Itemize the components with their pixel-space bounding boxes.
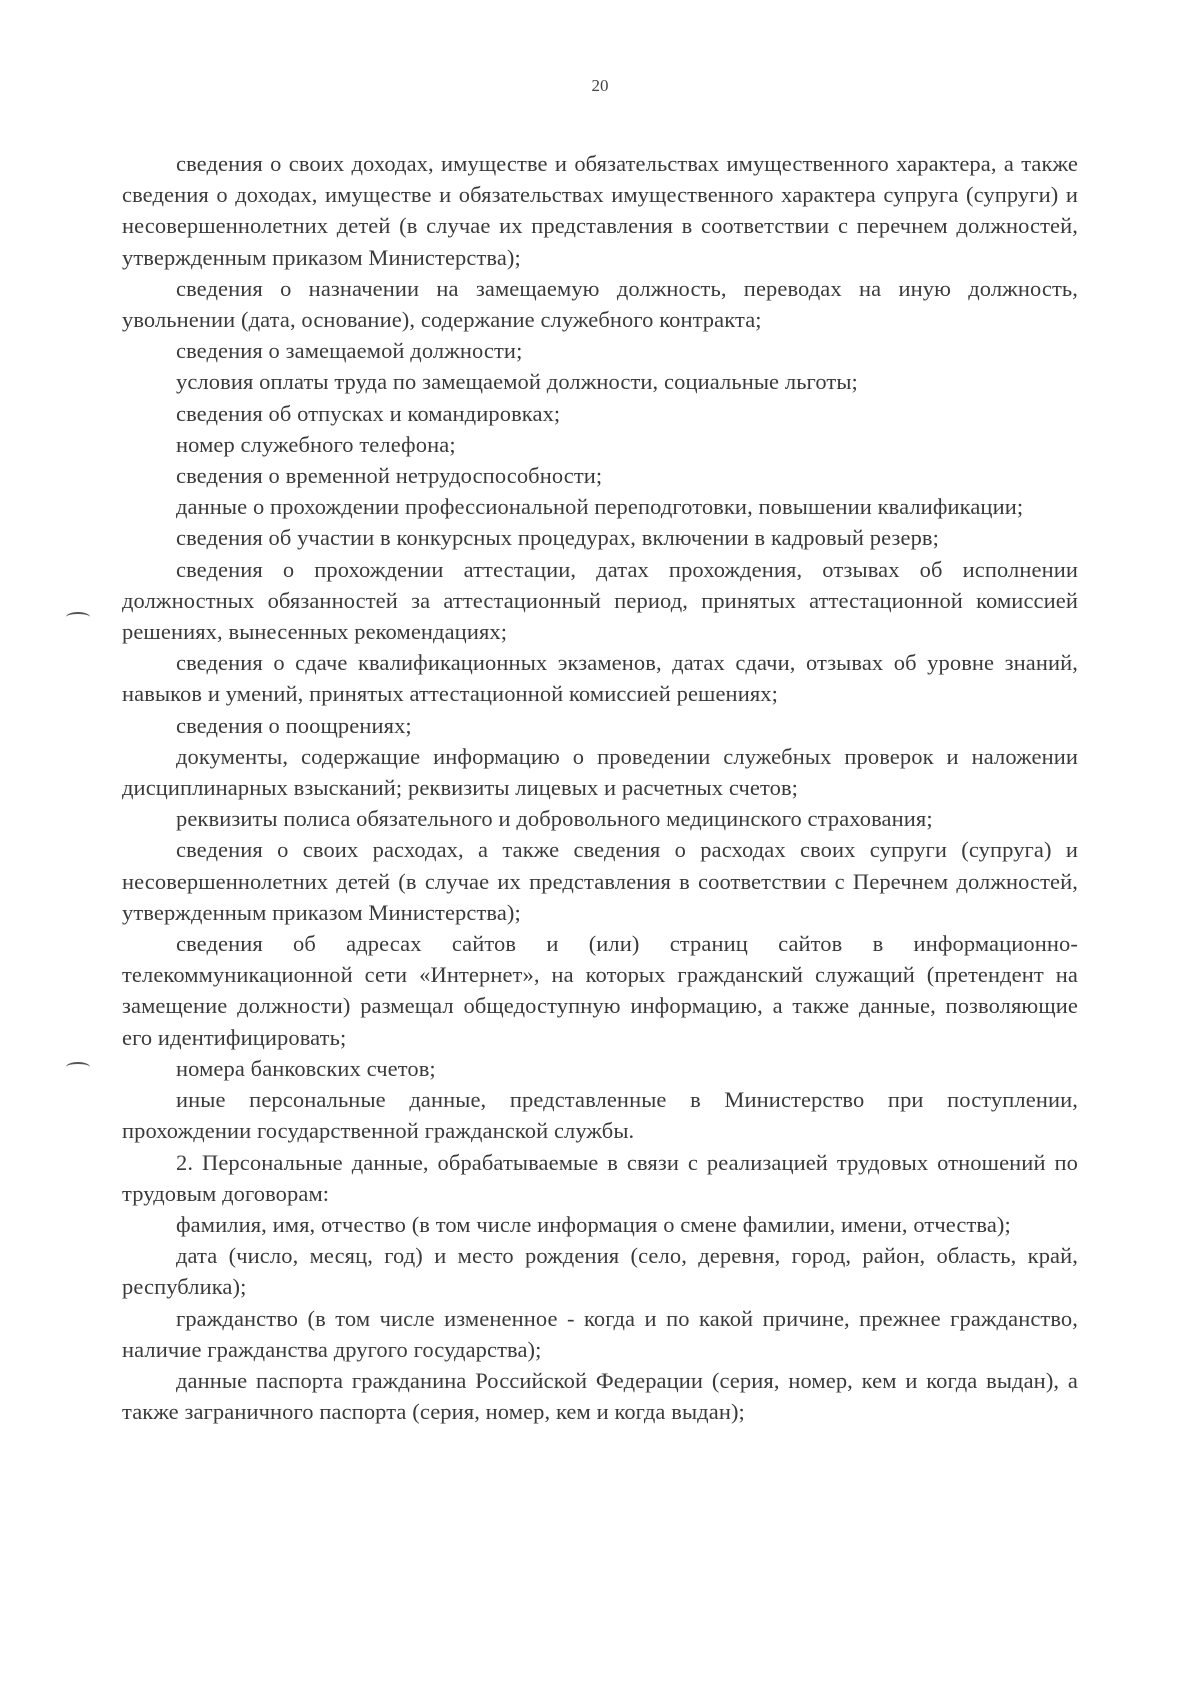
paragraph: данные о прохождении профессиональной переподготовки, повышении квалификации;	[176, 494, 1024, 520]
paragraph: иные персональные данные, представленные в Министерство при поступлении, прохождении государственной гражданской службы.	[122, 1087, 1078, 1144]
paragraph: сведения о своих расходах, а также сведения о расходах своих супруги (супруга) и несовершеннолетних детей (в случае их представления в соответствии с Перечнем должностей, утвержденным приказом Министерства);	[122, 837, 1078, 925]
paragraph: данные паспорта гражданина Российской Федерации (серия, номер, кем и когда выдан), а также заграничного паспорта (серия, номер, кем и когда выдан);	[122, 1367, 1078, 1425]
paragraph: сведения о назначении на замещаемую должность, переводах на иную должность, увольнении (дата, основание), содержание служебного контракта;	[122, 275, 1078, 333]
paragraph: дата (число, месяц, год) и место рождения (село, деревня, город, район, область, край, республика);	[122, 1243, 1078, 1300]
paragraph: документы, содержащие информацию о проведении служебных проверок и наложении дисциплинарных взысканий; реквизиты лицевых и расчетных счетов;	[122, 743, 1078, 801]
paragraph: сведения об участии в конкурсных процедурах, включении в кадровый резерв;	[176, 525, 940, 551]
paragraph: условия оплаты труда по замещаемой должности, социальные льготы;	[176, 369, 858, 395]
paragraph: сведения о сдаче квалификационных экзаменов, датах сдачи, отзывах об уровне знаний, навыков и умений, принятых аттестационной комиссией решениях;	[122, 650, 1078, 707]
paragraph: 2. Персональные данные, обрабатываемые в связи с реализацией трудовых отношений по трудовым договорам:	[122, 1149, 1078, 1206]
paragraph: гражданство (в том числе измененное - когда и по какой причине, прежнее гражданство, наличие гражданства другого государства);	[122, 1305, 1078, 1362]
paragraph: номера банковских счетов;	[176, 1055, 436, 1081]
paragraph: фамилия, имя, отчество (в том числе информация о смене фамилии, имени, отчества);	[176, 1211, 1011, 1237]
paragraph: реквизиты полиса обязательного и добровольного медицинского страхования;	[176, 806, 933, 832]
paragraph: сведения о прохождении аттестации, датах прохождения, отзывах об исполнении должностных обязанностей за аттестационный период, принятых аттестационной комиссией решениях, вынесенных рекомендациях;	[122, 556, 1078, 645]
paragraph: сведения о поощрениях;	[176, 712, 412, 738]
paragraph: сведения об адресах сайтов и (или) страниц сайтов в информационно-телекоммуникационной сети «Интернет», на которых гражданский служащий (претендент на замещение должности) размещал общедоступную информацию, а также данные, позволяющие его идентифицировать;	[122, 931, 1078, 1050]
margin-mark	[66, 612, 90, 622]
document-body	[122, 148, 1078, 1427]
paragraph: сведения о временной нетрудоспособности;	[176, 463, 603, 489]
paragraph: номер служебного телефона;	[176, 431, 456, 457]
paragraph: сведения о своих доходах, имуществе и обязательствах имущественного характера, а также сведения о доходах, имуществе и обязательствах имущественного характера супруга (супруги) и несовершеннолетних детей (в случае их представления в соответствии с перечнем должностей, утвержденным приказом Министерства);	[122, 151, 1078, 270]
paragraph: сведения о замещаемой должности;	[176, 338, 523, 364]
paragraph: сведения об отпусках и командировках;	[176, 400, 561, 426]
page-number: 20	[591, 76, 609, 95]
margin-mark	[66, 1062, 90, 1072]
